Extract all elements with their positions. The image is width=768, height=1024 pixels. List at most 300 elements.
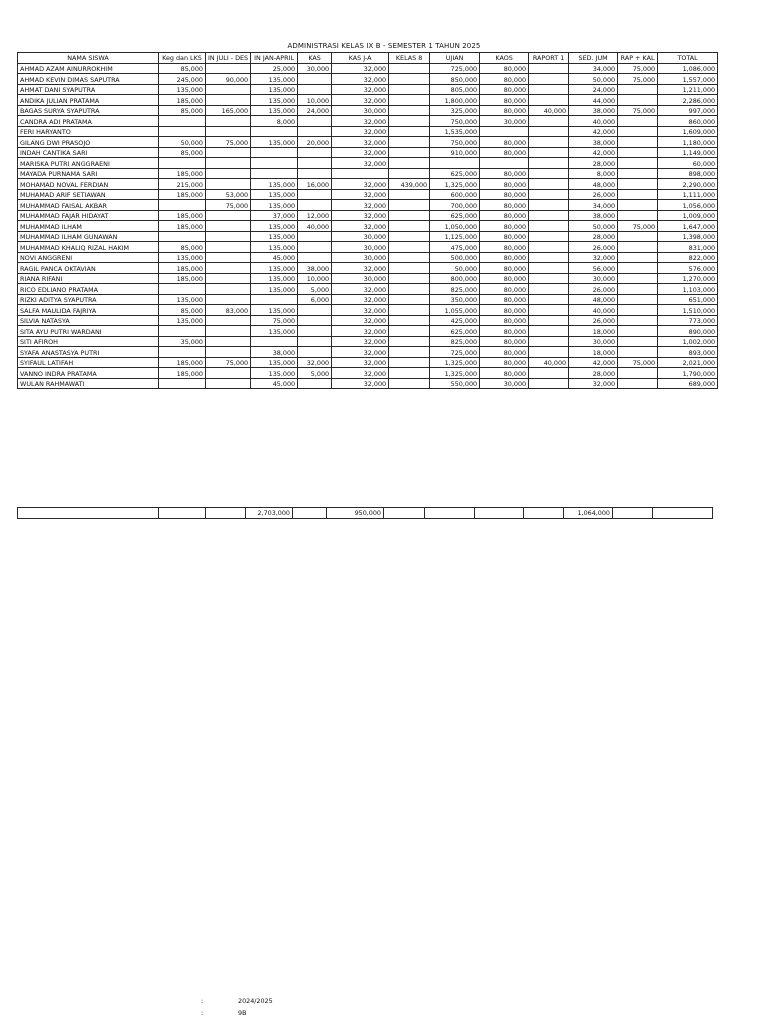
amount-cell: 30,000 bbox=[332, 273, 389, 284]
amount-cell bbox=[618, 263, 658, 274]
amount-cell bbox=[618, 179, 658, 190]
amount-cell bbox=[480, 158, 529, 169]
amount-cell: 32,000 bbox=[332, 137, 389, 148]
amount-cell bbox=[529, 189, 569, 200]
total-cell: 2,703,000 bbox=[246, 508, 293, 519]
header-cell: RAPORT 1 bbox=[529, 53, 569, 64]
amount-cell: 75,000 bbox=[618, 74, 658, 85]
amount-cell: 32,000 bbox=[332, 158, 389, 169]
amount-cell: 350,000 bbox=[430, 294, 480, 305]
amount-cell bbox=[389, 294, 430, 305]
amount-cell: 32,000 bbox=[332, 263, 389, 274]
amount-cell: 30,000 bbox=[480, 116, 529, 127]
totals-table bbox=[17, 507, 713, 519]
student-name-cell: WULAN RAHMAWATI bbox=[18, 378, 159, 389]
amount-cell: 1,111,000 bbox=[658, 189, 718, 200]
amount-cell: 1,535,000 bbox=[430, 126, 480, 137]
amount-cell: 80,000 bbox=[480, 179, 529, 190]
amount-cell bbox=[206, 347, 251, 358]
amount-cell: 651,000 bbox=[658, 294, 718, 305]
amount-cell bbox=[389, 357, 430, 368]
amount-cell bbox=[389, 126, 430, 137]
amount-cell: 135,000 bbox=[251, 284, 298, 295]
amount-cell: 20,000 bbox=[298, 137, 332, 148]
amount-cell bbox=[529, 210, 569, 221]
amount-cell: 1,325,000 bbox=[430, 368, 480, 379]
amount-cell bbox=[298, 84, 332, 95]
amount-cell: 30,000 bbox=[569, 273, 618, 284]
amount-cell: 185,000 bbox=[159, 221, 206, 232]
table-row bbox=[18, 326, 718, 337]
student-name-cell: MUHAMMAD ILHAM bbox=[18, 221, 159, 232]
amount-cell: 32,000 bbox=[332, 189, 389, 200]
amount-cell: 135,000 bbox=[159, 84, 206, 95]
amount-cell bbox=[298, 74, 332, 85]
amount-cell: 1,800,000 bbox=[430, 95, 480, 106]
table-body bbox=[18, 63, 718, 389]
amount-cell bbox=[529, 95, 569, 106]
amount-cell bbox=[529, 242, 569, 253]
header-cell: TOTAL bbox=[658, 53, 718, 64]
amount-cell bbox=[251, 294, 298, 305]
amount-cell: 185,000 bbox=[159, 273, 206, 284]
footer-colon: : bbox=[201, 997, 204, 1005]
amount-cell: 80,000 bbox=[480, 168, 529, 179]
amount-cell bbox=[206, 336, 251, 347]
amount-cell bbox=[206, 284, 251, 295]
amount-cell bbox=[618, 147, 658, 158]
amount-cell: 44,000 bbox=[569, 95, 618, 106]
table-row bbox=[18, 158, 718, 169]
amount-cell: 80,000 bbox=[480, 347, 529, 358]
amount-cell: 1,647,000 bbox=[658, 221, 718, 232]
amount-cell: 80,000 bbox=[480, 252, 529, 263]
amount-cell bbox=[618, 336, 658, 347]
amount-cell: 32,000 bbox=[332, 116, 389, 127]
amount-cell: 750,000 bbox=[430, 116, 480, 127]
amount-cell: 40,000 bbox=[298, 221, 332, 232]
amount-cell: 600,000 bbox=[430, 189, 480, 200]
amount-cell: 32,000 bbox=[332, 368, 389, 379]
amount-cell bbox=[298, 116, 332, 127]
amount-cell bbox=[618, 189, 658, 200]
amount-cell: 135,000 bbox=[251, 305, 298, 316]
amount-cell bbox=[206, 210, 251, 221]
total-cell bbox=[613, 508, 653, 519]
table-row bbox=[18, 294, 718, 305]
amount-cell: 135,000 bbox=[251, 368, 298, 379]
amount-cell: 85,000 bbox=[159, 147, 206, 158]
amount-cell bbox=[529, 326, 569, 337]
amount-cell: 1,086,000 bbox=[658, 63, 718, 74]
total-cell bbox=[293, 508, 327, 519]
header-cell: SED. JUM bbox=[569, 53, 618, 64]
amount-cell: 25,000 bbox=[251, 63, 298, 74]
amount-cell bbox=[206, 179, 251, 190]
student-name-cell: GILANG DWI PRASOJO bbox=[18, 137, 159, 148]
amount-cell bbox=[618, 347, 658, 358]
amount-cell: 135,000 bbox=[159, 294, 206, 305]
student-name-cell: SYIFAUL LATIFAH bbox=[18, 357, 159, 368]
amount-cell bbox=[159, 231, 206, 242]
student-name-cell: MUHAMMAD FAJAR HIDAYAT bbox=[18, 210, 159, 221]
amount-cell bbox=[389, 95, 430, 106]
amount-cell bbox=[389, 368, 430, 379]
amount-cell: 910,000 bbox=[430, 147, 480, 158]
footer-class: 9B bbox=[238, 1009, 247, 1017]
header-cell: KAS bbox=[298, 53, 332, 64]
amount-cell bbox=[298, 347, 332, 358]
amount-cell: 42,000 bbox=[569, 126, 618, 137]
amount-cell: 80,000 bbox=[480, 210, 529, 221]
student-name-cell: MUHAMAD ARIF SETIAWAN bbox=[18, 189, 159, 200]
amount-cell: 80,000 bbox=[480, 221, 529, 232]
amount-cell bbox=[298, 305, 332, 316]
amount-cell: 185,000 bbox=[159, 368, 206, 379]
amount-cell: 135,000 bbox=[159, 315, 206, 326]
amount-cell: 32,000 bbox=[332, 347, 389, 358]
amount-cell bbox=[389, 116, 430, 127]
amount-cell bbox=[298, 147, 332, 158]
amount-cell: 5,000 bbox=[298, 368, 332, 379]
amount-cell bbox=[389, 158, 430, 169]
student-name-cell: CANDRA ADI PRATAMA bbox=[18, 116, 159, 127]
amount-cell bbox=[159, 284, 206, 295]
amount-cell: 32,000 bbox=[332, 179, 389, 190]
amount-cell bbox=[159, 378, 206, 389]
amount-cell: 8,000 bbox=[251, 116, 298, 127]
student-name-cell: MOHAMAD NOVAL FERDIAN bbox=[18, 179, 159, 190]
amount-cell bbox=[618, 168, 658, 179]
total-cell bbox=[425, 508, 475, 519]
table-row bbox=[18, 168, 718, 179]
amount-cell: 2,290,000 bbox=[658, 179, 718, 190]
amount-cell: 90,000 bbox=[206, 74, 251, 85]
amount-cell bbox=[159, 347, 206, 358]
table-row bbox=[18, 315, 718, 326]
amount-cell bbox=[389, 252, 430, 263]
amount-cell bbox=[206, 147, 251, 158]
amount-cell: 700,000 bbox=[430, 200, 480, 211]
amount-cell bbox=[529, 137, 569, 148]
table-row bbox=[18, 221, 718, 232]
amount-cell bbox=[159, 326, 206, 337]
amount-cell bbox=[389, 105, 430, 116]
amount-cell bbox=[389, 63, 430, 74]
amount-cell: 185,000 bbox=[159, 210, 206, 221]
amount-cell bbox=[389, 263, 430, 274]
amount-cell: 16,000 bbox=[298, 179, 332, 190]
student-name-cell: SITI AFIROH bbox=[18, 336, 159, 347]
amount-cell bbox=[206, 116, 251, 127]
amount-cell: 725,000 bbox=[430, 347, 480, 358]
amount-cell bbox=[389, 326, 430, 337]
student-name-cell: SYAFA ANASTASYA PUTRI bbox=[18, 347, 159, 358]
total-cell: 950,000 bbox=[327, 508, 384, 519]
amount-cell: 135,000 bbox=[251, 105, 298, 116]
amount-cell bbox=[298, 158, 332, 169]
amount-cell: 1,510,000 bbox=[658, 305, 718, 316]
amount-cell: 80,000 bbox=[480, 263, 529, 274]
amount-cell: 576,000 bbox=[658, 263, 718, 274]
amount-cell: 2,286,000 bbox=[658, 95, 718, 106]
amount-cell: 1,325,000 bbox=[430, 179, 480, 190]
table-row bbox=[18, 368, 718, 379]
student-name-cell: MUHAMMAD ILHAM GUNAWAN bbox=[18, 231, 159, 242]
table-row bbox=[18, 252, 718, 263]
amount-cell bbox=[618, 252, 658, 263]
table-row bbox=[18, 126, 718, 137]
amount-cell bbox=[430, 158, 480, 169]
amount-cell bbox=[529, 74, 569, 85]
amount-cell: 32,000 bbox=[332, 95, 389, 106]
table-row bbox=[18, 210, 718, 221]
amount-cell: 30,000 bbox=[480, 378, 529, 389]
header-cell: IN JULI - DES bbox=[206, 53, 251, 64]
amount-cell: 45,000 bbox=[251, 252, 298, 263]
amount-cell: 85,000 bbox=[159, 63, 206, 74]
amount-cell bbox=[298, 378, 332, 389]
table-row bbox=[18, 95, 718, 106]
total-cell bbox=[384, 508, 425, 519]
amount-cell bbox=[389, 347, 430, 358]
table-row bbox=[18, 116, 718, 127]
amount-cell bbox=[206, 63, 251, 74]
amount-cell: 750,000 bbox=[430, 137, 480, 148]
amount-cell: 80,000 bbox=[480, 95, 529, 106]
amount-cell bbox=[206, 242, 251, 253]
amount-cell: 1,211,000 bbox=[658, 84, 718, 95]
amount-cell bbox=[389, 378, 430, 389]
amount-cell bbox=[529, 347, 569, 358]
amount-cell: 800,000 bbox=[430, 273, 480, 284]
amount-cell: 80,000 bbox=[480, 200, 529, 211]
student-name-cell: RIANA RIFANI bbox=[18, 273, 159, 284]
amount-cell: 773,000 bbox=[658, 315, 718, 326]
amount-cell: 56,000 bbox=[569, 263, 618, 274]
total-cell bbox=[18, 508, 159, 519]
amount-cell: 80,000 bbox=[480, 84, 529, 95]
amount-cell: 185,000 bbox=[159, 357, 206, 368]
amount-cell: 1,270,000 bbox=[658, 273, 718, 284]
table-row bbox=[18, 189, 718, 200]
amount-cell bbox=[389, 305, 430, 316]
amount-cell: 689,000 bbox=[658, 378, 718, 389]
table-row bbox=[18, 179, 718, 190]
amount-cell bbox=[618, 137, 658, 148]
amount-cell: 32,000 bbox=[332, 305, 389, 316]
amount-cell: 32,000 bbox=[332, 63, 389, 74]
amount-cell: 135,000 bbox=[251, 179, 298, 190]
amount-cell bbox=[206, 126, 251, 137]
amount-cell: 24,000 bbox=[298, 105, 332, 116]
amount-cell bbox=[159, 200, 206, 211]
amount-cell: 893,000 bbox=[658, 347, 718, 358]
amount-cell bbox=[618, 368, 658, 379]
amount-cell bbox=[618, 305, 658, 316]
amount-cell: 42,000 bbox=[569, 147, 618, 158]
amount-cell: 135,000 bbox=[251, 221, 298, 232]
amount-cell bbox=[389, 200, 430, 211]
amount-cell: 18,000 bbox=[569, 326, 618, 337]
amount-cell: 135,000 bbox=[251, 326, 298, 337]
amount-cell: 75,000 bbox=[206, 357, 251, 368]
amount-cell: 822,000 bbox=[658, 252, 718, 263]
header-cell: UJIAN bbox=[430, 53, 480, 64]
amount-cell bbox=[529, 147, 569, 158]
student-name-cell: MUHAMMAD FAISAL AKBAR bbox=[18, 200, 159, 211]
table-row bbox=[18, 378, 718, 389]
amount-cell bbox=[251, 126, 298, 137]
amount-cell bbox=[206, 273, 251, 284]
student-name-cell: AHMAD AZAM AINURROKHIM bbox=[18, 63, 159, 74]
student-name-cell: VANNO INDRA PRATAMA bbox=[18, 368, 159, 379]
amount-cell: 32,000 bbox=[569, 252, 618, 263]
amount-cell: 32,000 bbox=[332, 336, 389, 347]
amount-cell: 75,000 bbox=[618, 63, 658, 74]
amount-cell: 40,000 bbox=[529, 357, 569, 368]
amount-cell bbox=[159, 126, 206, 137]
amount-cell: 135,000 bbox=[251, 95, 298, 106]
amount-cell bbox=[529, 179, 569, 190]
amount-cell bbox=[389, 336, 430, 347]
amount-cell: 80,000 bbox=[480, 368, 529, 379]
table-row bbox=[18, 231, 718, 242]
amount-cell bbox=[618, 326, 658, 337]
amount-cell: 898,000 bbox=[658, 168, 718, 179]
table-row bbox=[18, 263, 718, 274]
amount-cell bbox=[206, 84, 251, 95]
student-name-cell: RICO EDLIANO PRATAMA bbox=[18, 284, 159, 295]
header-cell: KAS J-A bbox=[332, 53, 389, 64]
amount-cell: 34,000 bbox=[569, 200, 618, 211]
amount-cell: 32,000 bbox=[332, 210, 389, 221]
student-name-cell: SITA AYU PUTRI WARDANI bbox=[18, 326, 159, 337]
amount-cell bbox=[298, 231, 332, 242]
amount-cell bbox=[298, 336, 332, 347]
total-cell bbox=[475, 508, 524, 519]
amount-cell: 85,000 bbox=[159, 305, 206, 316]
amount-cell: 80,000 bbox=[480, 305, 529, 316]
amount-cell bbox=[206, 294, 251, 305]
student-name-cell: ANDIKA JULIAN PRATAMA bbox=[18, 95, 159, 106]
amount-cell bbox=[206, 263, 251, 274]
amount-cell bbox=[251, 147, 298, 158]
table-row bbox=[18, 357, 718, 368]
table-row bbox=[18, 305, 718, 316]
amount-cell: 85,000 bbox=[159, 242, 206, 253]
amount-cell: 625,000 bbox=[430, 210, 480, 221]
amount-cell: 625,000 bbox=[430, 168, 480, 179]
amount-cell bbox=[529, 231, 569, 242]
amount-cell bbox=[529, 126, 569, 137]
table-row bbox=[18, 63, 718, 74]
amount-cell bbox=[298, 242, 332, 253]
amount-cell: 135,000 bbox=[251, 74, 298, 85]
amount-cell: 30,000 bbox=[332, 252, 389, 263]
amount-cell bbox=[206, 378, 251, 389]
table-row bbox=[18, 84, 718, 95]
student-name-cell: SILVIA NATASYA bbox=[18, 315, 159, 326]
amount-cell: 50,000 bbox=[569, 221, 618, 232]
student-name-cell: MAYADA PURNAMA SARI bbox=[18, 168, 159, 179]
amount-cell: 1,050,000 bbox=[430, 221, 480, 232]
amount-cell bbox=[529, 336, 569, 347]
amount-cell bbox=[529, 378, 569, 389]
amount-cell: 1,609,000 bbox=[658, 126, 718, 137]
amount-cell bbox=[298, 126, 332, 137]
amount-cell: 35,000 bbox=[159, 336, 206, 347]
amount-cell: 40,000 bbox=[569, 116, 618, 127]
amount-cell: 75,000 bbox=[618, 357, 658, 368]
amount-cell: 26,000 bbox=[569, 242, 618, 253]
amount-cell: 1,325,000 bbox=[430, 357, 480, 368]
amount-cell bbox=[298, 189, 332, 200]
header-cell: Keg dan LKS bbox=[159, 53, 206, 64]
amount-cell: 135,000 bbox=[251, 263, 298, 274]
amount-cell: 50,000 bbox=[430, 263, 480, 274]
amount-cell bbox=[529, 368, 569, 379]
total-cell bbox=[653, 508, 713, 519]
amount-cell: 850,000 bbox=[430, 74, 480, 85]
student-name-cell: FERI HARYANTO bbox=[18, 126, 159, 137]
amount-cell: 1,056,000 bbox=[658, 200, 718, 211]
amount-cell: 83,000 bbox=[206, 305, 251, 316]
footer-year: 2024/2025 bbox=[238, 997, 273, 1005]
amount-cell: 1,103,000 bbox=[658, 284, 718, 295]
amount-cell: 30,000 bbox=[332, 231, 389, 242]
amount-cell bbox=[298, 326, 332, 337]
student-name-cell: INDAH CANTIKA SARI bbox=[18, 147, 159, 158]
amount-cell bbox=[529, 263, 569, 274]
amount-cell bbox=[618, 231, 658, 242]
amount-cell: 75,000 bbox=[251, 315, 298, 326]
amount-cell: 550,000 bbox=[430, 378, 480, 389]
amount-cell: 10,000 bbox=[298, 95, 332, 106]
student-name-cell: AHMAD KEVIN DIMAS SAPUTRA bbox=[18, 74, 159, 85]
amount-cell bbox=[206, 168, 251, 179]
amount-cell: 75,000 bbox=[206, 137, 251, 148]
amount-cell: 26,000 bbox=[569, 315, 618, 326]
amount-cell bbox=[529, 84, 569, 95]
amount-cell: 28,000 bbox=[569, 231, 618, 242]
amount-cell: 1,398,000 bbox=[658, 231, 718, 242]
amount-cell bbox=[206, 315, 251, 326]
total-cell bbox=[524, 508, 564, 519]
amount-cell: 85,000 bbox=[159, 105, 206, 116]
student-name-cell: NOVI ANGGRENI bbox=[18, 252, 159, 263]
amount-cell bbox=[618, 158, 658, 169]
amount-cell: 825,000 bbox=[430, 336, 480, 347]
amount-cell bbox=[389, 137, 430, 148]
amount-cell: 32,000 bbox=[332, 326, 389, 337]
amount-cell bbox=[298, 168, 332, 179]
amount-cell bbox=[389, 147, 430, 158]
amount-cell bbox=[389, 231, 430, 242]
amount-cell bbox=[529, 284, 569, 295]
amount-cell: 38,000 bbox=[569, 210, 618, 221]
amount-cell: 135,000 bbox=[251, 357, 298, 368]
amount-cell: 48,000 bbox=[569, 294, 618, 305]
amount-cell: 80,000 bbox=[480, 315, 529, 326]
amount-cell bbox=[389, 273, 430, 284]
amount-cell bbox=[298, 200, 332, 211]
amount-cell: 439,000 bbox=[389, 179, 430, 190]
amount-cell: 80,000 bbox=[480, 74, 529, 85]
amount-cell: 425,000 bbox=[430, 315, 480, 326]
amount-cell bbox=[389, 242, 430, 253]
header-cell: NAMA SISWA bbox=[18, 53, 159, 64]
